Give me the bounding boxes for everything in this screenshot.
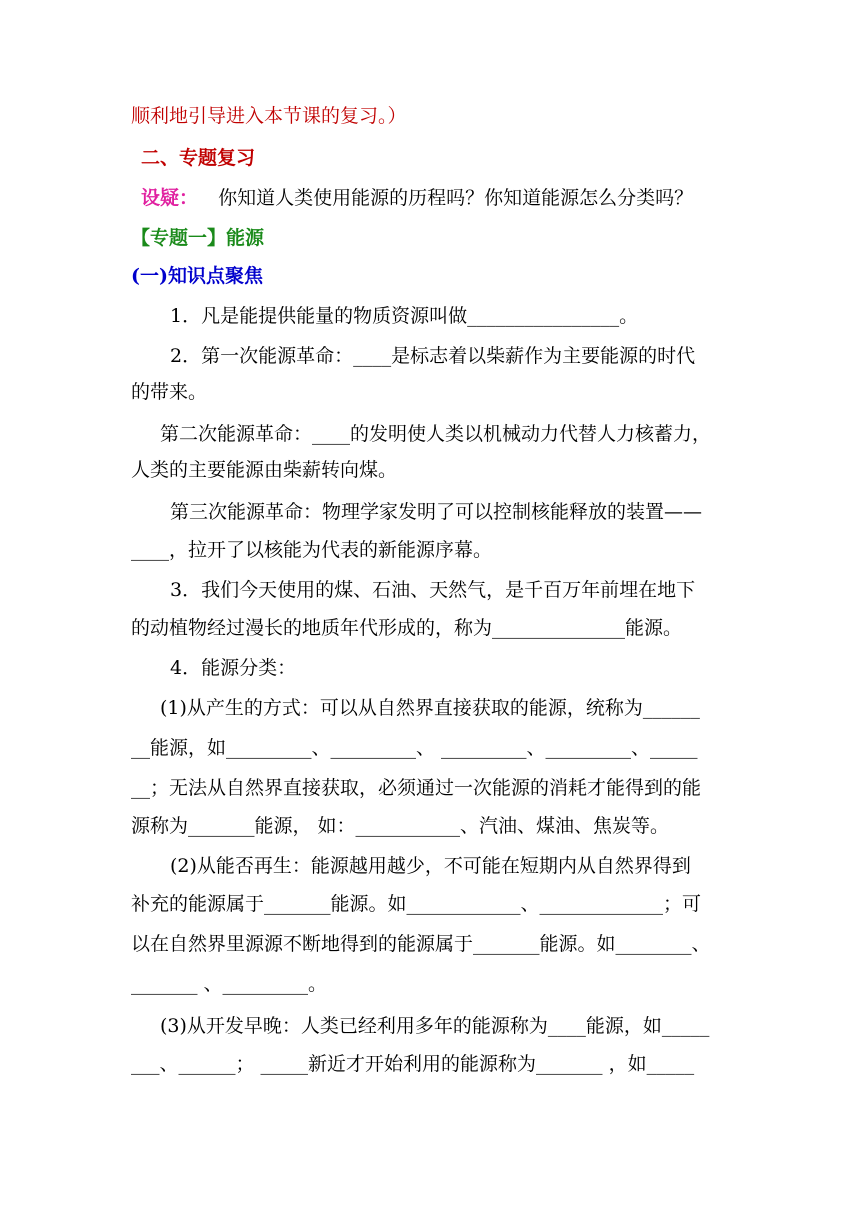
question-label: 设疑： [141, 187, 199, 209]
section-heading: 二、专题复习 [141, 147, 256, 169]
classification-1-line-2: __能源，如_________、_________、 _________、_________、_____ [131, 737, 698, 759]
item-2-line-1: 2．第一次能源革命：____是标志着以柴薪作为主要能源的时代 [170, 345, 696, 367]
third-revolution-line-2: ____，拉开了以核能为代表的新能源序幕。 [131, 539, 493, 561]
item-3-line-2: 的动植物经过漫长的地质年代形成的，称为______________能源。 [131, 617, 683, 639]
classification-2-line-2: 补充的能源属于_______能源。如____________、_____________；可 [131, 893, 702, 915]
item-2-line-2: 的带来。 [131, 381, 208, 403]
item-1: 1．凡是能提供能量的物质资源叫做________________。 [170, 305, 639, 327]
classification-3-line-1: (3)从开发早晚：人类已经利用多年的能源称为____能源，如_____ [160, 1015, 710, 1037]
classification-2-line-3: 以在自然界里源源不断地得到的能源属于_______能源。如________、 [131, 933, 711, 955]
question-text: 你知道人类使用能源的历程吗？你知道能源怎么分类吗？ [218, 187, 694, 209]
second-revolution-line-2: 人类的主要能源由柴薪转向煤。 [131, 459, 398, 481]
classification-1-line-3: __；无法从自然界直接获取，必须通过一次能源的消耗才能得到的能 [131, 777, 702, 799]
item-3-line-1: 3．我们今天使用的煤、石油、天然气，是千百万年前埋在地下 [170, 579, 696, 601]
third-revolution-line-1: 第三次能源革命：物理学家发明了可以控制核能释放的装置—— [170, 501, 703, 523]
intro-ending-line: 顺利地引导进入本节课的复习。） [131, 105, 407, 127]
classification-1-line-1: (1)从产生的方式：可以从自然界直接获取的能源，统称为______ [160, 697, 700, 719]
classification-3-line-2: ___、______； _____新近才开始利用的能源称为_______ ，如_____ [131, 1053, 695, 1075]
classification-2-line-1: (2)从能否再生：能源越用越少，不可能在短期内从自然界得到 [170, 855, 691, 877]
classification-2-line-4: _______ 、_________。 [131, 973, 328, 995]
topic-heading: 【专题一】能源 [131, 227, 265, 249]
item-4-heading: 4．能源分类： [170, 657, 297, 679]
question-line [141, 184, 741, 212]
second-revolution-line-1: 第二次能源革命：____的发明使人类以机械动力代替人力核蓄力， [160, 423, 712, 445]
subsection-heading: (一)知识点聚焦 [131, 265, 263, 287]
classification-1-line-4: 源称为_______能源， 如：___________、汽油、煤油、焦炭等。 [131, 815, 670, 837]
